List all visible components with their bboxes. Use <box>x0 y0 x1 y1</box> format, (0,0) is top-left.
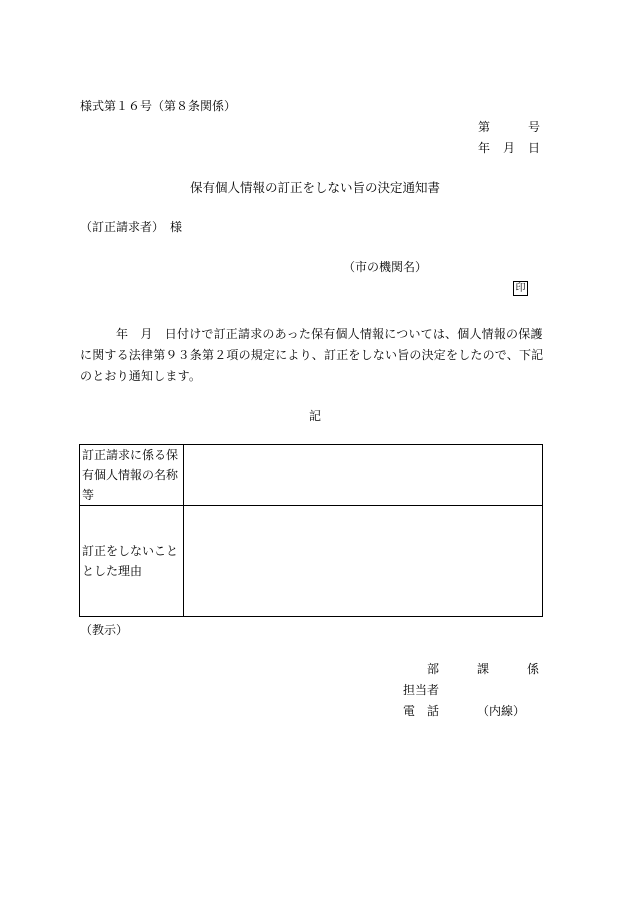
doc-number-suffix: 号 <box>528 120 541 134</box>
table-label-cell: 訂正請求に係る保有個人情報の名称等 <box>80 445 184 506</box>
table-row <box>80 506 543 617</box>
ki-heading: 記 <box>308 409 321 423</box>
document-date <box>478 139 540 156</box>
table-value-cell <box>184 506 543 617</box>
addressee: （訂正請求者） 様 <box>80 220 183 234</box>
sender-organization: （市の機関名） <box>343 260 428 274</box>
table-value-cell <box>184 445 543 506</box>
seal-mark: 印 <box>513 281 528 296</box>
document-number <box>478 118 540 135</box>
contact-person: 担当者 <box>403 683 440 697</box>
form-number: 様式第１６号（第８条関係） <box>80 99 237 113</box>
extension-label: （内線） <box>477 704 526 718</box>
detail-table <box>79 444 543 617</box>
document-title: 保有個人情報の訂正をしない旨の決定通知書 <box>189 180 440 195</box>
unit-label: 係 <box>527 662 540 676</box>
doc-number-prefix: 第 <box>478 120 491 134</box>
notice-body-text: 年 月 日付けで訂正請求のあった保有個人情報については、個人情報の保護に関する法律第９３条第２項の規定により、訂正をしない旨の決定をしたので、下記のとおり通知します。 <box>80 327 544 383</box>
table-label-cell: 訂正をしないこととした理由 <box>80 506 184 617</box>
tel-label: 電 話 <box>403 704 440 718</box>
date-year: 年 <box>478 141 491 155</box>
dept-label: 部 <box>427 662 440 676</box>
date-month: 月 <box>503 141 516 155</box>
table-row <box>80 445 543 506</box>
instruction-label: （教示） <box>80 623 129 637</box>
contact-department <box>427 660 539 677</box>
contact-telephone <box>403 702 525 719</box>
date-day: 日 <box>528 141 541 155</box>
section-label: 課 <box>477 662 490 676</box>
